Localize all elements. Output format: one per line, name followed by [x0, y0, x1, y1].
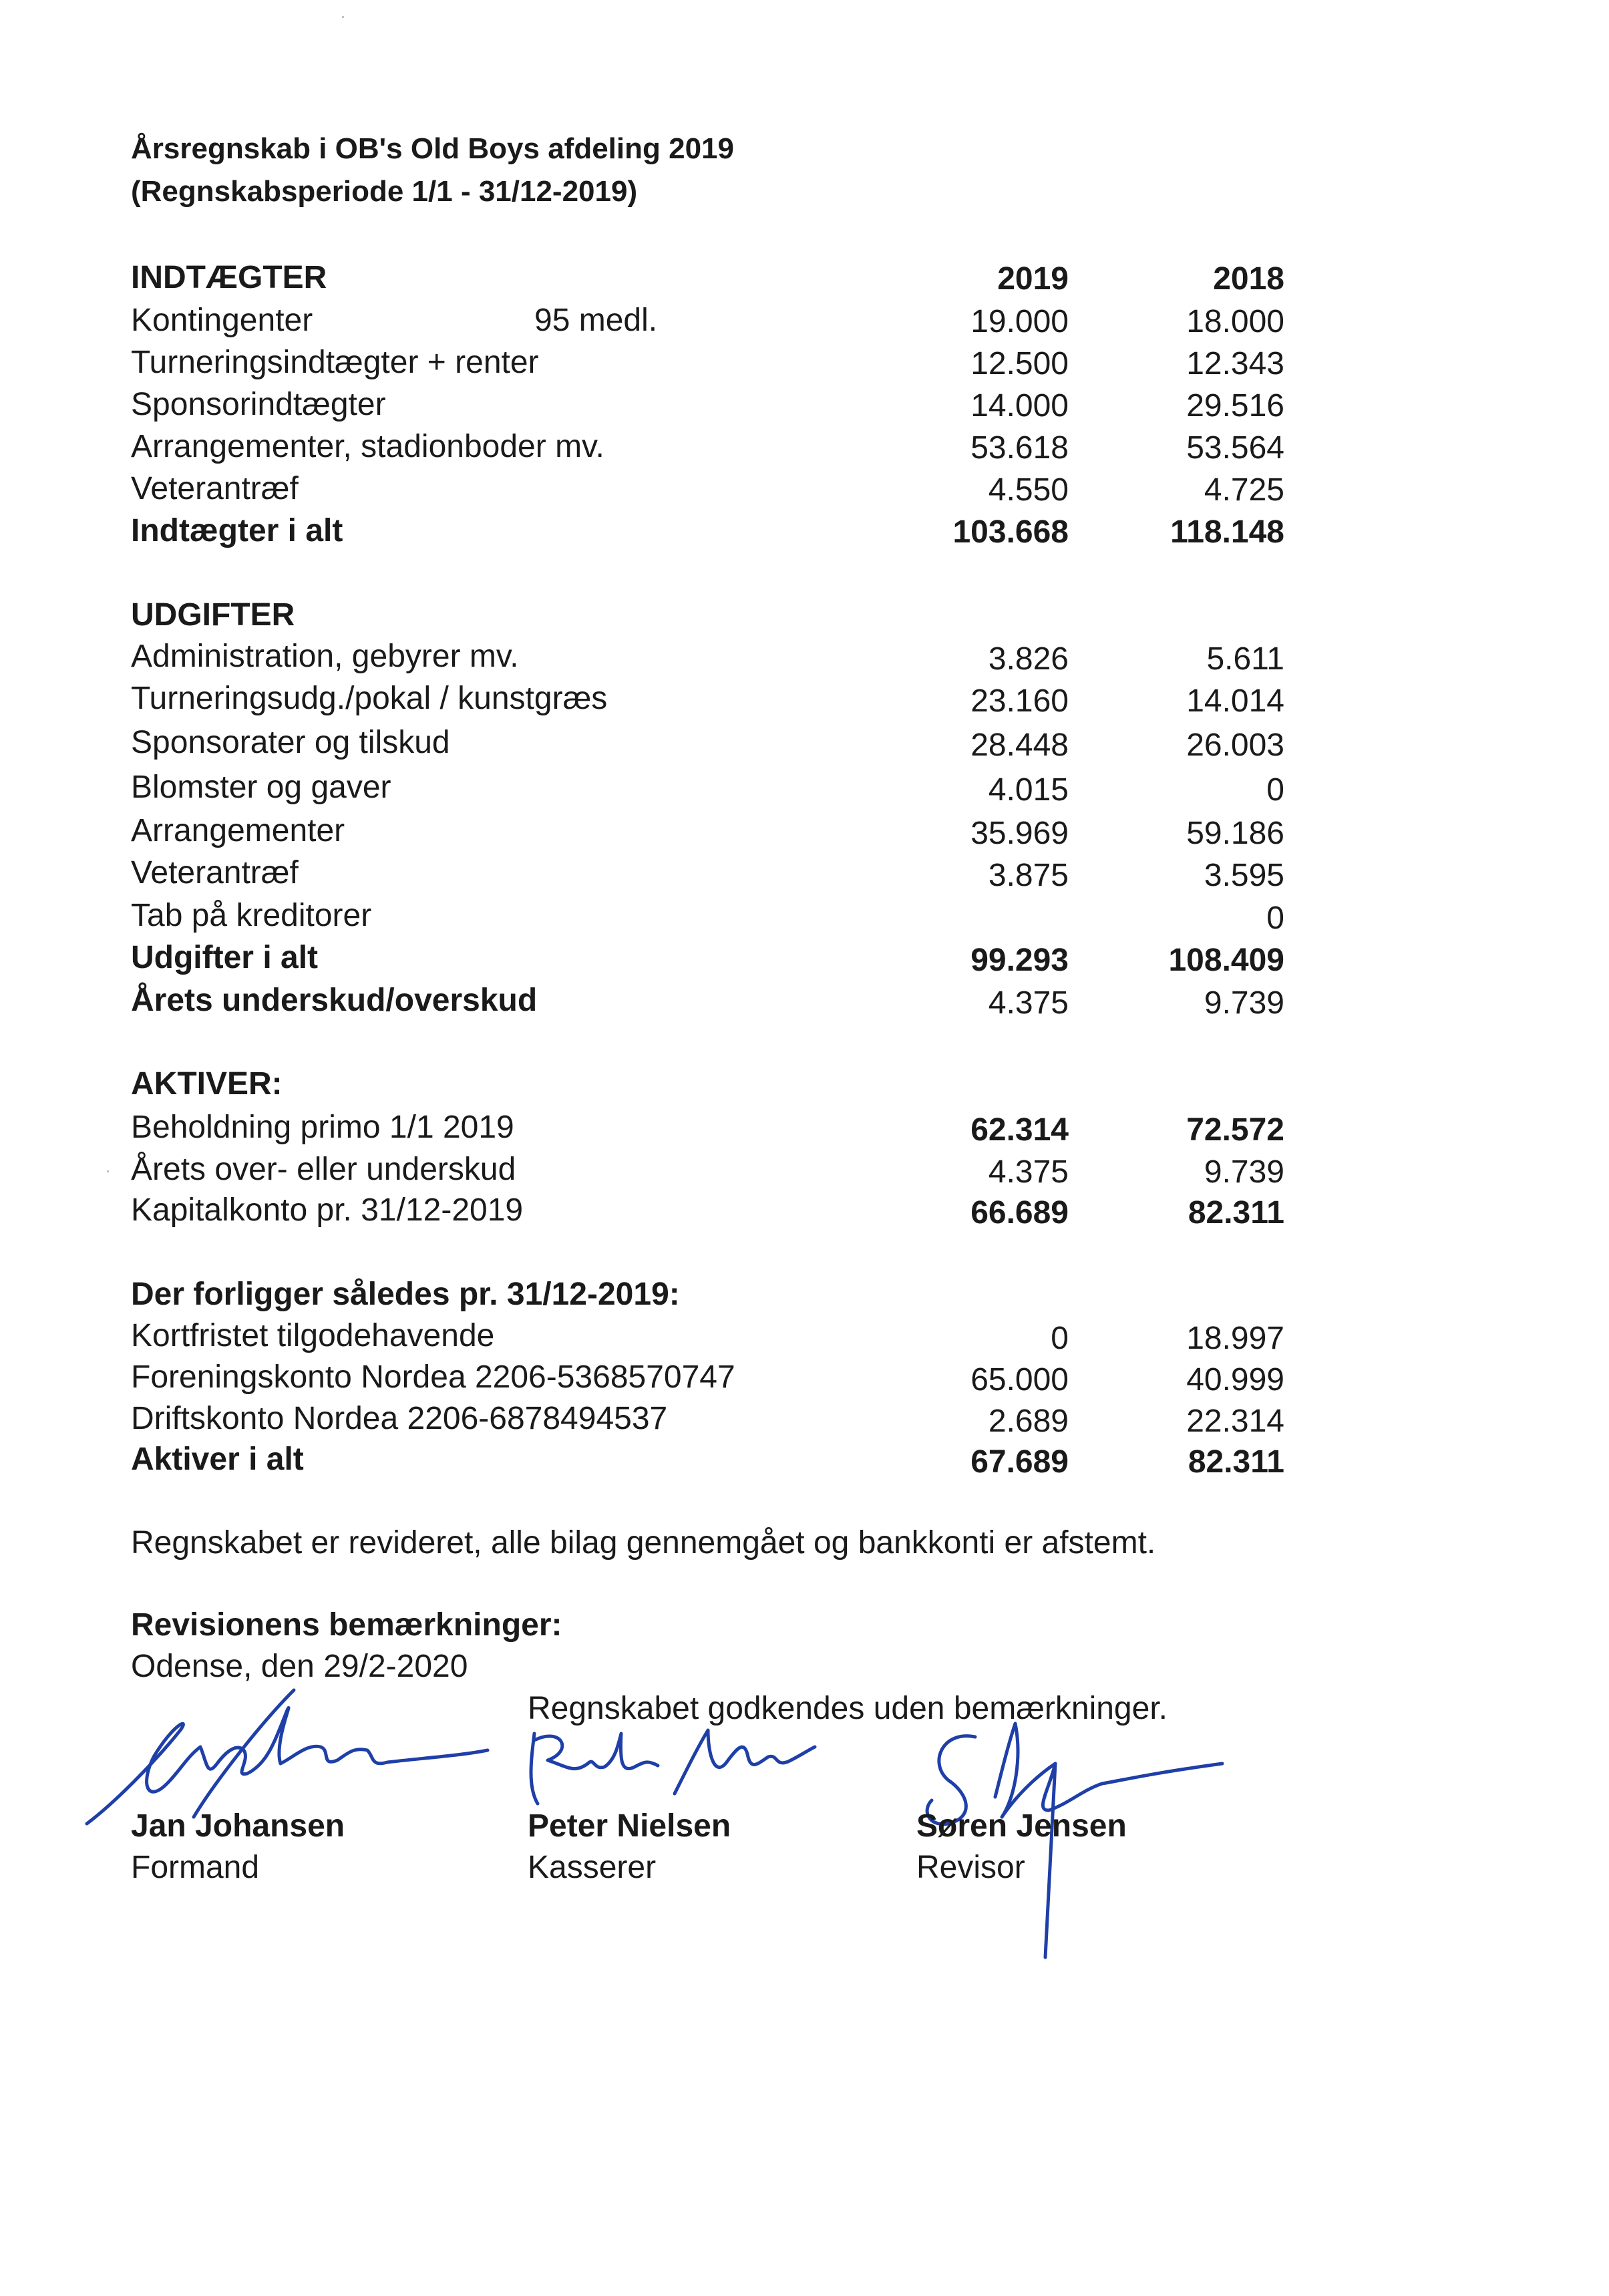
result-2018: 9.739 [1204, 985, 1284, 1021]
income-row-2019: 14.000 [970, 388, 1069, 424]
expense-row-label: Sponsorater og tilskud [131, 725, 450, 760]
scan-speck [342, 16, 344, 18]
income-row-label: Turneringsindtægter + renter [131, 345, 539, 380]
assets-total-2018: 82.311 [1188, 1444, 1284, 1480]
signatory-role: Formand [131, 1850, 260, 1885]
assets-opening-label: Beholdning primo 1/1 2019 [131, 1110, 514, 1145]
expenses-total-2019: 99.293 [970, 943, 1069, 978]
expense-row-2018: 14.014 [1186, 683, 1284, 719]
income-heading: INDTÆGTER [131, 260, 327, 295]
income-row-2019: 4.550 [988, 472, 1069, 508]
expense-row-label: Blomster og gaver [131, 770, 391, 805]
expense-row-label: Veterantræf [131, 855, 299, 890]
income-row-2018: 12.343 [1186, 346, 1284, 381]
allocation-row-2019: 0 [1051, 1321, 1069, 1356]
assets-result-2018: 9.739 [1204, 1154, 1284, 1190]
allocation-row-label: Foreningskonto Nordea 2206-5368570747 [131, 1359, 735, 1395]
assets-total-label: Aktiver i alt [131, 1442, 304, 1477]
expense-row-label: Tab på kreditorer [131, 898, 372, 933]
remarks-heading: Revisionens bemærkninger: [131, 1607, 562, 1643]
approval-statement: Regnskabet godkendes uden bemærkninger. [528, 1691, 1168, 1726]
expense-row-2018: 0 [1266, 900, 1284, 936]
members-note: 95 medl. [534, 303, 658, 338]
allocation-heading: Der forligger således pr. 31/12-2019: [131, 1277, 680, 1312]
income-row-2018: 53.564 [1186, 430, 1284, 466]
income-row-2018: 29.516 [1186, 388, 1284, 424]
year-2019-header: 2019 [997, 261, 1069, 297]
capital-account-2019: 66.689 [970, 1195, 1069, 1231]
expense-row-2018: 0 [1266, 772, 1284, 808]
scan-speck [107, 1170, 109, 1172]
assets-result-2019: 4.375 [988, 1154, 1069, 1190]
allocation-row-label: Driftskonto Nordea 2206-6878494537 [131, 1401, 668, 1436]
signatory-name: Jan Johansen [131, 1808, 345, 1844]
expenses-heading: UDGIFTER [131, 597, 295, 633]
income-total-2018: 118.148 [1170, 514, 1284, 550]
expense-row-2018: 59.186 [1186, 816, 1284, 851]
document-title: Årsregnskab i OB's Old Boys afdeling 2019 [131, 132, 734, 165]
income-row-label: Sponsorindtægter [131, 387, 386, 422]
assets-opening-2019: 62.314 [970, 1112, 1069, 1148]
signatory-name: Søren Jensen [916, 1808, 1127, 1844]
income-row-label: Veterantræf [131, 471, 299, 506]
allocation-row-2018: 18.997 [1186, 1321, 1284, 1356]
income-row-2018: 18.000 [1186, 304, 1284, 339]
expense-row-2019: 28.448 [970, 727, 1069, 763]
expense-row-2018: 3.595 [1204, 858, 1284, 893]
expense-row-2019: 4.015 [988, 772, 1069, 808]
capital-account-label: Kapitalkonto pr. 31/12-2019 [131, 1192, 524, 1228]
year-2018-header: 2018 [1213, 261, 1284, 297]
allocation-row-2018: 40.999 [1186, 1362, 1284, 1398]
assets-opening-2018: 72.572 [1186, 1112, 1284, 1148]
expenses-total-2018: 108.409 [1168, 943, 1284, 978]
allocation-row-label: Kortfristet tilgodehavende [131, 1318, 495, 1353]
result-label: Årets underskud/overskud [131, 983, 538, 1018]
signatory-role: Kasserer [528, 1850, 657, 1885]
result-2019: 4.375 [988, 985, 1069, 1021]
signature-peter-nielsen [514, 1720, 822, 1814]
expense-row-label: Administration, gebyrer mv. [131, 639, 519, 674]
allocation-row-2018: 22.314 [1186, 1404, 1284, 1439]
income-row-2019: 12.500 [970, 346, 1069, 381]
income-row-label: Arrangementer, stadionboder mv. [131, 429, 604, 464]
assets-total-2019: 67.689 [970, 1444, 1069, 1480]
allocation-row-2019: 2.689 [988, 1404, 1069, 1439]
income-row-2019: 19.000 [970, 304, 1069, 339]
allocation-row-2019: 65.000 [970, 1362, 1069, 1398]
expense-row-2019: 3.826 [988, 641, 1069, 677]
income-total-2019: 103.668 [952, 514, 1069, 550]
income-row-2019: 53.618 [970, 430, 1069, 466]
expense-row-2018: 5.611 [1206, 641, 1284, 677]
expense-row-label: Turneringsudg./pokal / kunstgræs [131, 681, 608, 716]
signatory-name: Peter Nielsen [528, 1808, 731, 1844]
document-subtitle: (Regnskabsperiode 1/1 - 31/12-2019) [131, 175, 638, 208]
expense-row-2019: 23.160 [970, 683, 1069, 719]
income-row-2018: 4.725 [1204, 472, 1284, 508]
audit-statement: Regnskabet er revideret, alle bilag gennemgået og bankkonti er afstemt. [131, 1525, 1156, 1561]
expense-row-2019: 35.969 [970, 816, 1069, 851]
assets-heading: AKTIVER: [131, 1066, 283, 1102]
income-total-label: Indtægter i alt [131, 513, 343, 548]
expense-row-2018: 26.003 [1186, 727, 1284, 763]
expense-row-2019: 3.875 [988, 858, 1069, 893]
expenses-total-label: Udgifter i alt [131, 940, 319, 975]
place-date: Odense, den 29/2-2020 [131, 1649, 468, 1684]
signatory-role: Revisor [916, 1850, 1025, 1885]
expense-row-label: Arrangementer [131, 813, 345, 848]
income-row-label: Kontingenter [131, 303, 313, 338]
assets-result-label: Årets over- eller underskud [131, 1152, 516, 1187]
capital-account-2018: 82.311 [1188, 1195, 1284, 1231]
